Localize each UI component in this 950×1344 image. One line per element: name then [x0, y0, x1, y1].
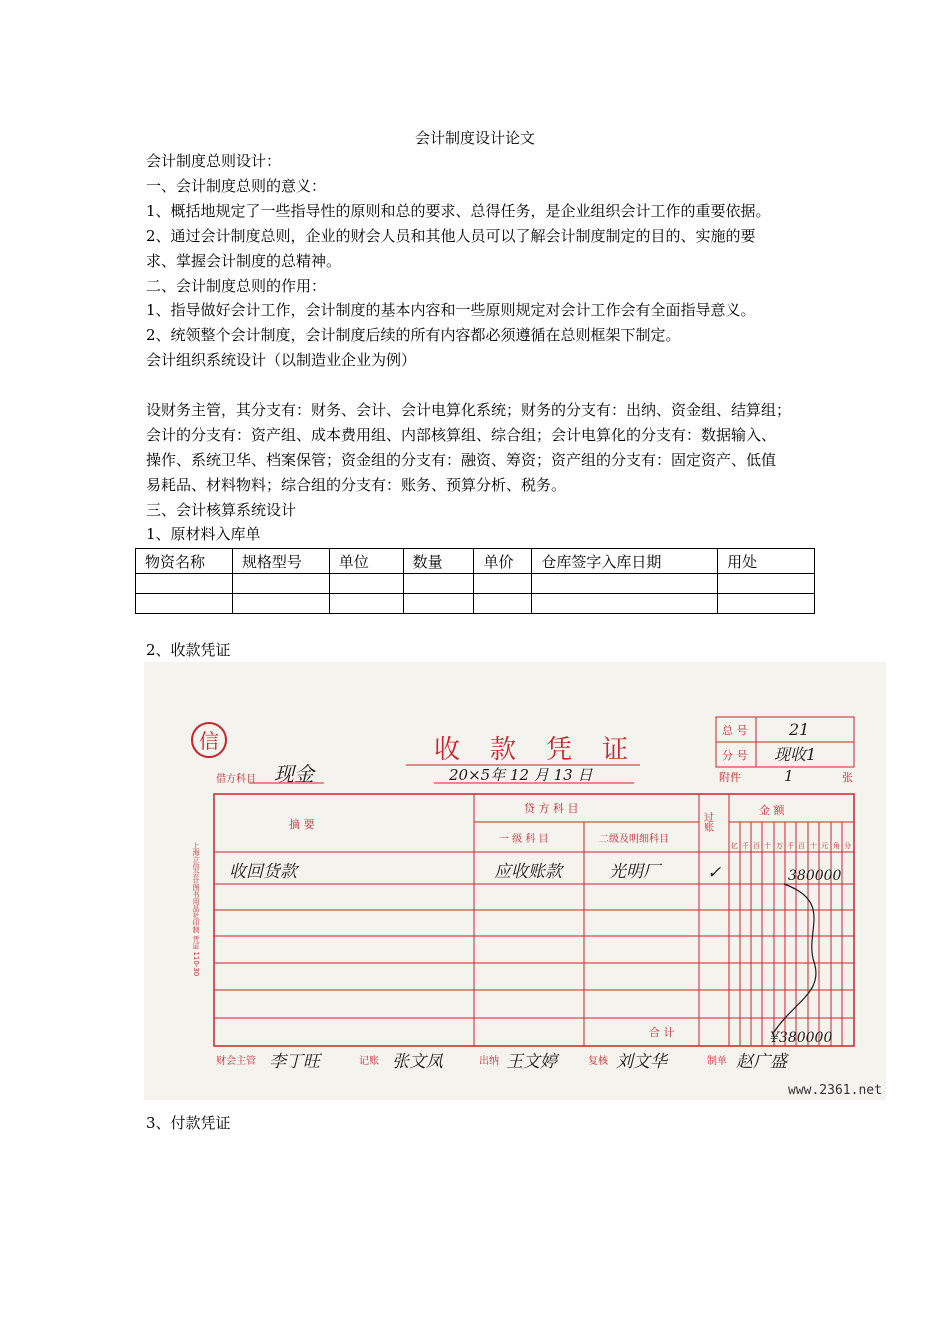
section-heading: 2、收款凭证 — [146, 641, 231, 659]
text-line: 求、掌握会计制度的总精神。 — [146, 252, 342, 270]
footer-signature: 李丁旺 — [269, 1052, 320, 1072]
digit-unit: 十 — [764, 842, 771, 850]
voucher-date: 20×5年 12 月 13 日 — [449, 766, 593, 784]
text-line: 1、指导做好会计工作，会计制度的基本内容和一些原则规定对会计工作会有全面指导意义。 — [146, 301, 756, 319]
voucher-title: 收款凭证 — [434, 735, 659, 765]
row-summary: 收回货款 — [229, 862, 297, 882]
text-line: 操作、系统卫华、档案保管；资金组的分支有：融资、筹资；资产组的分支有：固定资产、低值 — [146, 451, 777, 469]
table-cell — [329, 594, 403, 614]
text-line: 1、概括地规定了一些指导性的原则和总的要求、总得任务，是企业组织会计工作的重要依据。 — [146, 202, 771, 220]
text-line: 1、原材料入库单 — [146, 525, 261, 543]
receipt-voucher-image — [144, 662, 886, 1100]
level1-account-header: 一 级 科 目 — [499, 834, 549, 845]
text-line: 一、会计制度总则的意义： — [146, 177, 327, 195]
table-cell — [232, 574, 329, 594]
table-cell — [403, 574, 474, 594]
text-line: 设财务主管，其分支有：财务、会计、会计电算化系统；财务的分支有：出纳、资金组、结算组； — [146, 401, 792, 419]
table-header-cell: 数量 — [403, 549, 474, 574]
row-level1-account: 应收账款 — [494, 862, 562, 882]
text-line: 会计制度总则设计： — [146, 152, 282, 170]
table-header-cell: 仓库签字入库日期 — [532, 549, 718, 574]
table-header-cell: 用处 — [718, 549, 815, 574]
table-cell — [474, 594, 532, 614]
table-row — [136, 574, 815, 594]
footer-role-label: 制单 — [707, 1056, 727, 1067]
footer-signature: 刘文华 — [616, 1052, 667, 1072]
footer-role-label: 复核 — [588, 1056, 608, 1067]
document-title: 会计制度设计论文 — [414, 129, 535, 147]
table-cell — [136, 574, 233, 594]
level2-account-header: 二级及明细科目 — [599, 834, 669, 845]
digit-unit: 角 — [833, 842, 840, 850]
text-line: 三、会计核算系统设计 — [146, 501, 297, 519]
table-cell — [532, 574, 718, 594]
section-heading: 3、付款凭证 — [146, 1114, 231, 1132]
table-header-cell: 单价 — [474, 549, 532, 574]
attachments-unit: 张 — [842, 771, 853, 784]
digit-unit-headers — [731, 841, 851, 850]
general-number-value: 21 — [789, 720, 810, 739]
table-cell — [136, 594, 233, 614]
table-cell — [474, 574, 532, 594]
digit-unit: 百 — [753, 842, 760, 850]
digit-unit: 元 — [821, 842, 828, 850]
row-posted-check: ✓ — [707, 863, 722, 883]
publisher-logo: 信 — [199, 729, 219, 753]
text-line: 2、统领整个会计制度，会计制度后续的所有内容都必须遵循在总则框架下制定。 — [146, 326, 681, 344]
goods-receipt-table — [135, 548, 815, 614]
digit-unit: 万 — [776, 842, 783, 850]
table-header-cell: 物资名称 — [136, 549, 233, 574]
footer-role-label: 记账 — [359, 1056, 379, 1067]
sub-number-value: 现收1 — [774, 745, 817, 764]
watermark: www.2361.net — [788, 1083, 882, 1098]
footer-signature: 王文婷 — [506, 1052, 557, 1072]
summary-column-header: 摘 要 — [289, 818, 315, 831]
row-level2-account: 光明厂 — [609, 862, 660, 882]
footer-signature: 张文凤 — [392, 1052, 443, 1072]
digit-unit: 千 — [742, 842, 749, 850]
sub-number-label: 分 号 — [722, 749, 748, 762]
table-cell — [532, 594, 718, 614]
table-cell — [403, 594, 474, 614]
table-cell — [718, 574, 815, 594]
table-header-cell: 单位 — [329, 549, 403, 574]
text-line: 2、通过会计制度总则，企业的财会人员和其他人员可以了解会计制度制定的目的、实施的要 — [146, 227, 756, 245]
digit-unit: 百 — [798, 842, 805, 850]
digit-unit: 分 — [844, 842, 851, 850]
amount-column-header: 金 额 — [759, 804, 785, 817]
debit-account-label: 借方科目 — [216, 774, 256, 785]
total-amount: ¥380000 — [770, 1030, 833, 1046]
text-line: 会计的分支有：资产组、成本费用组、内部核算组、综合组；会计电算化的分支有：数据输入、 — [146, 426, 777, 444]
footer-role-label: 出纳 — [479, 1056, 499, 1067]
text-line: 会计组织系统设计（以制造业企业为例） — [146, 351, 417, 369]
posted-column-header: 过账 — [701, 812, 713, 832]
row-amount: 380000 — [788, 868, 842, 884]
table-cell — [232, 594, 329, 614]
total-label: 合 计 — [649, 1026, 675, 1039]
table-cell — [329, 574, 403, 594]
text-line: 二、会计制度总则的作用： — [146, 277, 327, 295]
general-number-label: 总 号 — [722, 724, 748, 737]
attachments-label: 附件 — [719, 771, 741, 784]
digit-unit: 千 — [787, 842, 794, 850]
footer-signature: 赵广盛 — [736, 1052, 787, 1072]
digit-unit: 十 — [810, 842, 817, 850]
table-header-row — [136, 549, 815, 574]
footer-role-label: 财会主管 — [216, 1056, 256, 1067]
credit-account-header: 贷 方 科 目 — [524, 802, 579, 815]
printer-side-text: 上海立信会计图书用品社印制 凭证 110-30 — [192, 842, 200, 977]
attachments-value: 1 — [784, 767, 794, 785]
text-line: 易耗品、材料物料；综合组的分支有：账务、预算分析、税务。 — [146, 476, 567, 494]
table-header-cell: 规格型号 — [232, 549, 329, 574]
table-row — [136, 594, 815, 614]
debit-account-value: 现金 — [274, 762, 314, 786]
digit-unit: 亿 — [731, 842, 738, 850]
table-cell — [718, 594, 815, 614]
